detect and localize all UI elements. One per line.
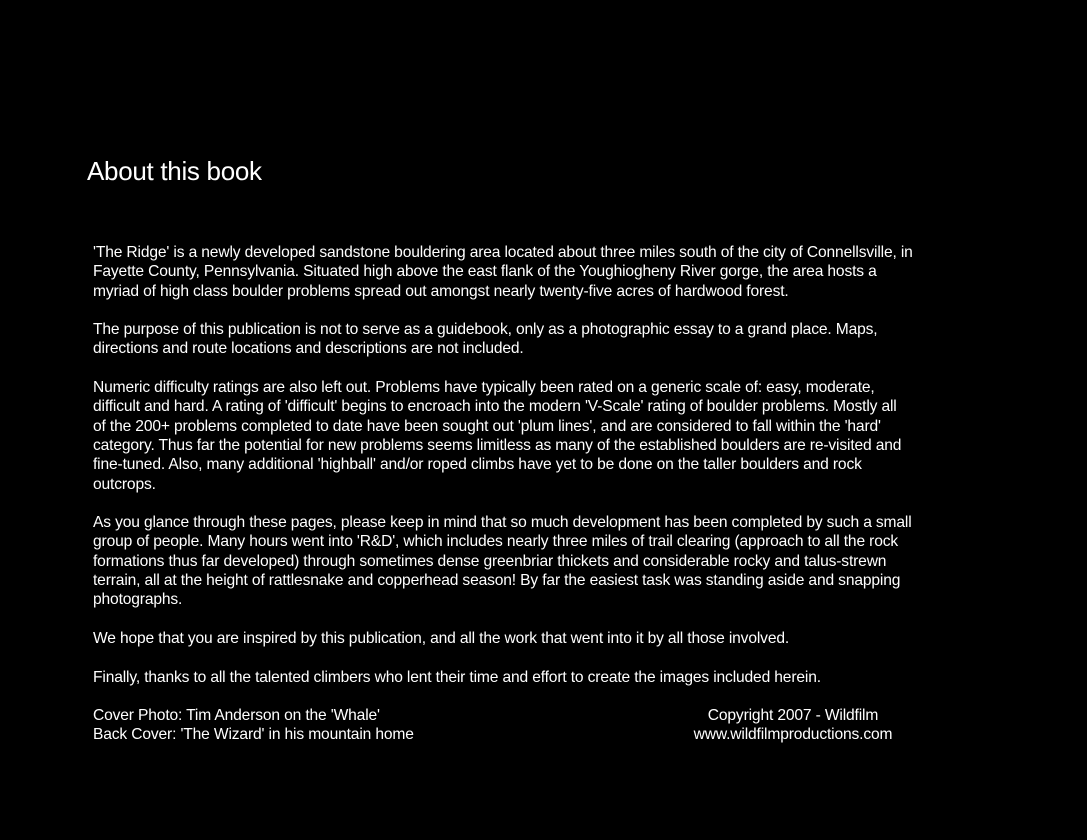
website-link[interactable]: www.wildfilmproductions.com <box>693 726 893 744</box>
thanks-paragraph: Finally, thanks to all the talented climbers who lent their time and effort to create the images included herein. <box>93 668 821 686</box>
copyright-notice: Copyright 2007 - Wildfilm <box>707 707 879 724</box>
photo-credits <box>93 706 414 745</box>
body-text <box>93 243 993 706</box>
back-cover-credit: Back Cover: 'The Wizard' in his mountain home <box>93 726 414 744</box>
ratings-paragraph: Numeric difficulty ratings are also left out. Problems have typically been rated on a generic scale of: easy, moderate, difficult and hard. A rating of 'difficult' begins to encroach into the modern 'V-Scale' rating of boulder problems. Mostly all of the 200+ problems completed to date have been sought out 'plum lines', and are considered to fall within the 'hard' category. Thus far the potential for new problems seems limitless as many of the established boulders are re-visited and fine-tuned. Also, many additional 'highball' and/or roped climbs have yet to be done on the taller boulders and rock outcrops. <box>93 379 902 493</box>
publisher-credits <box>673 706 913 745</box>
purpose-paragraph: The purpose of this publication is not to serve as a guidebook, only as a photographic essay to a grand place. Maps, directions and route locations and descriptions are not included. <box>93 321 878 358</box>
hope-paragraph: We hope that you are inspired by this publication, and all the work that went into it by all those involved. <box>93 629 790 647</box>
cover-photo-credit: Cover Photo: Tim Anderson on the 'Whale' <box>93 707 380 724</box>
intro-paragraph: 'The Ridge' is a newly developed sandstone bouldering area located about three miles south of the city of Connellsville, in Fayette County, Pennsylvania. Situated high above the east flank of the Youghiogheny River gorge, the area hosts a myriad of high class boulder problems spread out amongst nearly twenty-five acres of hardwood forest. <box>93 244 913 300</box>
page-title: About this book <box>87 156 262 186</box>
development-paragraph: As you glance through these pages, please keep in mind that so much development has been completed by such a small group of people. Many hours went into 'R&D', which includes nearly three miles of trail clearing (approach to all the rock formations thus far developed) through sometimes dense greenbriar thickets and considerable rocky and talus-strewn terrain, all at the height of rattlesnake and copperhead season! By far the easiest task was standing aside and snapping photographs. <box>93 514 912 609</box>
